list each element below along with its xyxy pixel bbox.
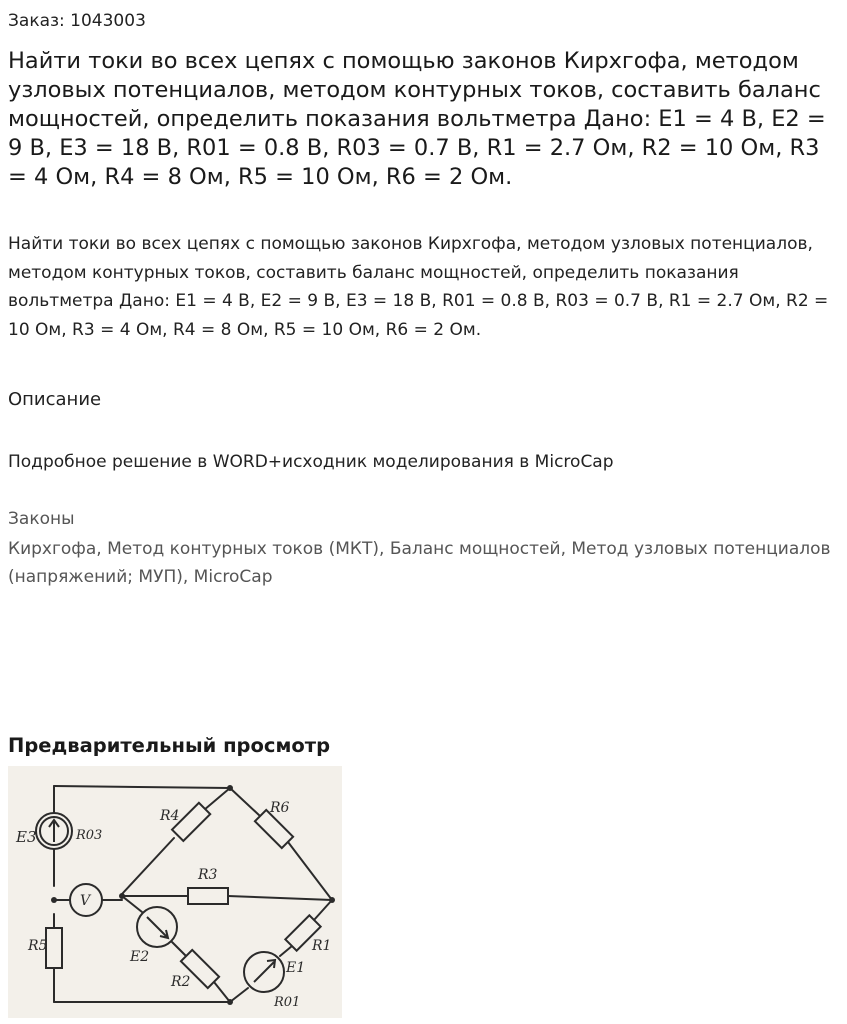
law-link-microcap[interactable]: MicroCap xyxy=(193,567,273,587)
laws-separator: , xyxy=(379,539,390,559)
label-r3: R3 xyxy=(198,867,218,883)
laws-list xyxy=(8,535,838,591)
description-heading: Описание xyxy=(8,389,102,410)
circuit-diagram xyxy=(8,766,342,1018)
label-r2: R2 xyxy=(171,974,191,990)
order-number: Заказ: 1043003 xyxy=(8,11,146,31)
law-link-kirchhoff[interactable]: Кирхгофа xyxy=(8,539,97,559)
page-title: Найти токи во всех цепях с помощью законов Кирхгофа, методом узловых потенциалов, методом контурных токов, составить баланс мощностей, определить показания вольтметра Дано: E1 = 4 В, E2 = 9 В, E3 = 18 В, R01 = 0.8 В, R03 = 0.7 В, R1 = 2.7 Ом, R2 = 10 Ом, R3 = 4 Ом, R4 = 8 Ом, R5 = 10 Ом, R6 = 2 Ом. xyxy=(8,48,826,190)
law-link-mesh-current[interactable]: Метод контурных токов (МКТ) xyxy=(107,539,379,559)
label-r4: R4 xyxy=(160,808,180,824)
laws-label: Законы xyxy=(8,509,75,529)
label-r1: R1 xyxy=(312,938,332,954)
label-voltmeter: V xyxy=(80,893,91,909)
label-e2: E2 xyxy=(130,949,150,965)
laws-separator: , xyxy=(182,567,194,587)
law-link-power-balance[interactable]: Баланс мощностей xyxy=(389,539,561,559)
label-r03: R03 xyxy=(76,828,103,843)
task-description: Найти токи во всех цепях с помощью законов Кирхгофа, методом узловых потенциалов, методом контурных токов, составить баланс мощностей, определить показания вольтметра Дано: E1 = 4 В, E2 = 9 В, E3 = 18 В, R01 = 0.8 В, R03 = 0.7 В, R1 = 2.7 Ом, R2 = 10 Ом, R3 = 4 Ом, R4 = 8 Ом, R5 = 10 Ом, R6 = 2 Ом. xyxy=(8,234,829,340)
label-r01: R01 xyxy=(274,995,301,1010)
laws-separator: , xyxy=(96,539,108,559)
label-r5: R5 xyxy=(28,938,48,954)
circuit-preview-image xyxy=(8,766,342,1018)
solution-text: Подробное решение в WORD+исходник моделирования в MicroCap xyxy=(8,452,614,472)
laws-separator: , xyxy=(560,539,572,559)
preview-heading: Предварительный просмотр xyxy=(8,734,331,757)
label-e1: E1 xyxy=(286,960,306,976)
law-link-nodal-potential[interactable]: Метод узловых потенциалов (напряжений; МУП) xyxy=(8,539,831,587)
label-r6: R6 xyxy=(270,800,290,816)
label-e3: E3 xyxy=(16,828,37,846)
